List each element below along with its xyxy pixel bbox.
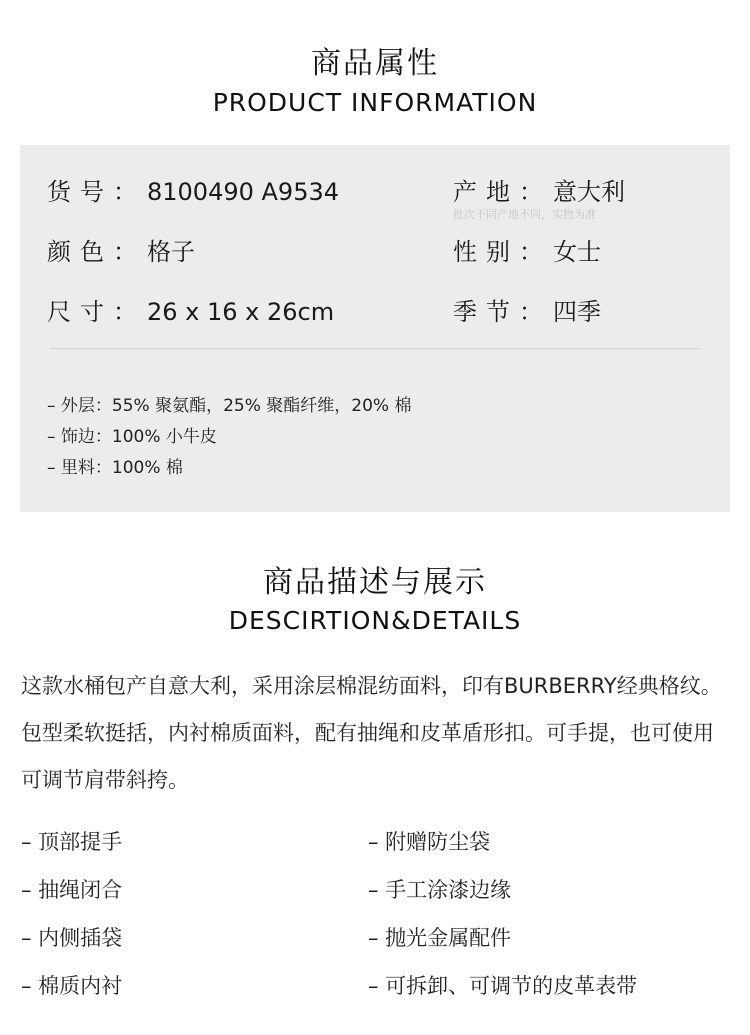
material-trim: – 饰边：100% 小牛皮 [47,427,217,447]
feature-item: – 顶部提手 [21,830,123,854]
attr-key: 尺寸 [47,298,113,326]
attr-colon: ： [519,238,543,266]
material-outer: – 外层：55% 聚氨酯，25% 聚酯纤维，20% 棉 [47,396,412,416]
attr-colon: ： [519,178,543,206]
attr-value: 意大利 [553,178,625,206]
attr-key: 颜色 [47,238,113,266]
feature-item: – 手工涂漆边缘 [368,878,512,902]
attr-key: 产地 [453,178,519,206]
feature-item: – 棉质内衬 [21,974,123,998]
origin-note: 批次不同产地不同，实物为准 [453,208,596,221]
divider [50,348,700,349]
attributes-title-en: PRODUCT INFORMATION [212,88,538,117]
attr-colon: ： [113,238,137,266]
attributes-title-cn: 商品属性 [311,46,439,81]
attr-item-number [47,172,339,207]
attr-colon: ： [113,298,137,326]
product-info-panel [20,145,730,512]
attr-key: 季节 [453,298,519,326]
attr-size [47,292,334,327]
attr-value: 格子 [147,238,195,266]
attr-value: 26 x 16 x 26cm [147,298,335,326]
attr-season [453,292,601,327]
attr-value: 四季 [553,298,601,326]
feature-item: – 可拆卸、可调节的皮革表带 [368,974,638,998]
feature-item: – 抽绳闭合 [21,878,123,902]
attr-value: 8100490 A9534 [147,178,340,206]
feature-item: – 内侧插袋 [21,926,123,950]
description-title-en: DESCIRTION&DETAILS [228,606,522,635]
material-lining: – 里料：100% 棉 [47,458,183,478]
attr-gender [453,232,601,267]
description-title-cn: 商品描述与展示 [263,565,487,600]
attr-colon: ： [113,178,137,206]
feature-item: – 抛光金属配件 [368,926,512,950]
attr-key: 货号 [47,178,113,206]
attr-value: 女士 [553,238,601,266]
attr-key: 性别 [453,238,519,266]
feature-item: – 附赠防尘袋 [368,830,491,854]
description-paragraph: 这款水桶包产自意大利，采用涂层棉混纺面料，印有BURBERRY经典格纹。包型柔软挺括，内衬棉质面料，配有抽绳和皮革盾形扣。可手提，也可使用可调节肩带斜挎。 [21,674,722,792]
attr-color [47,232,195,267]
attr-colon: ： [519,298,543,326]
attr-origin [453,172,625,207]
